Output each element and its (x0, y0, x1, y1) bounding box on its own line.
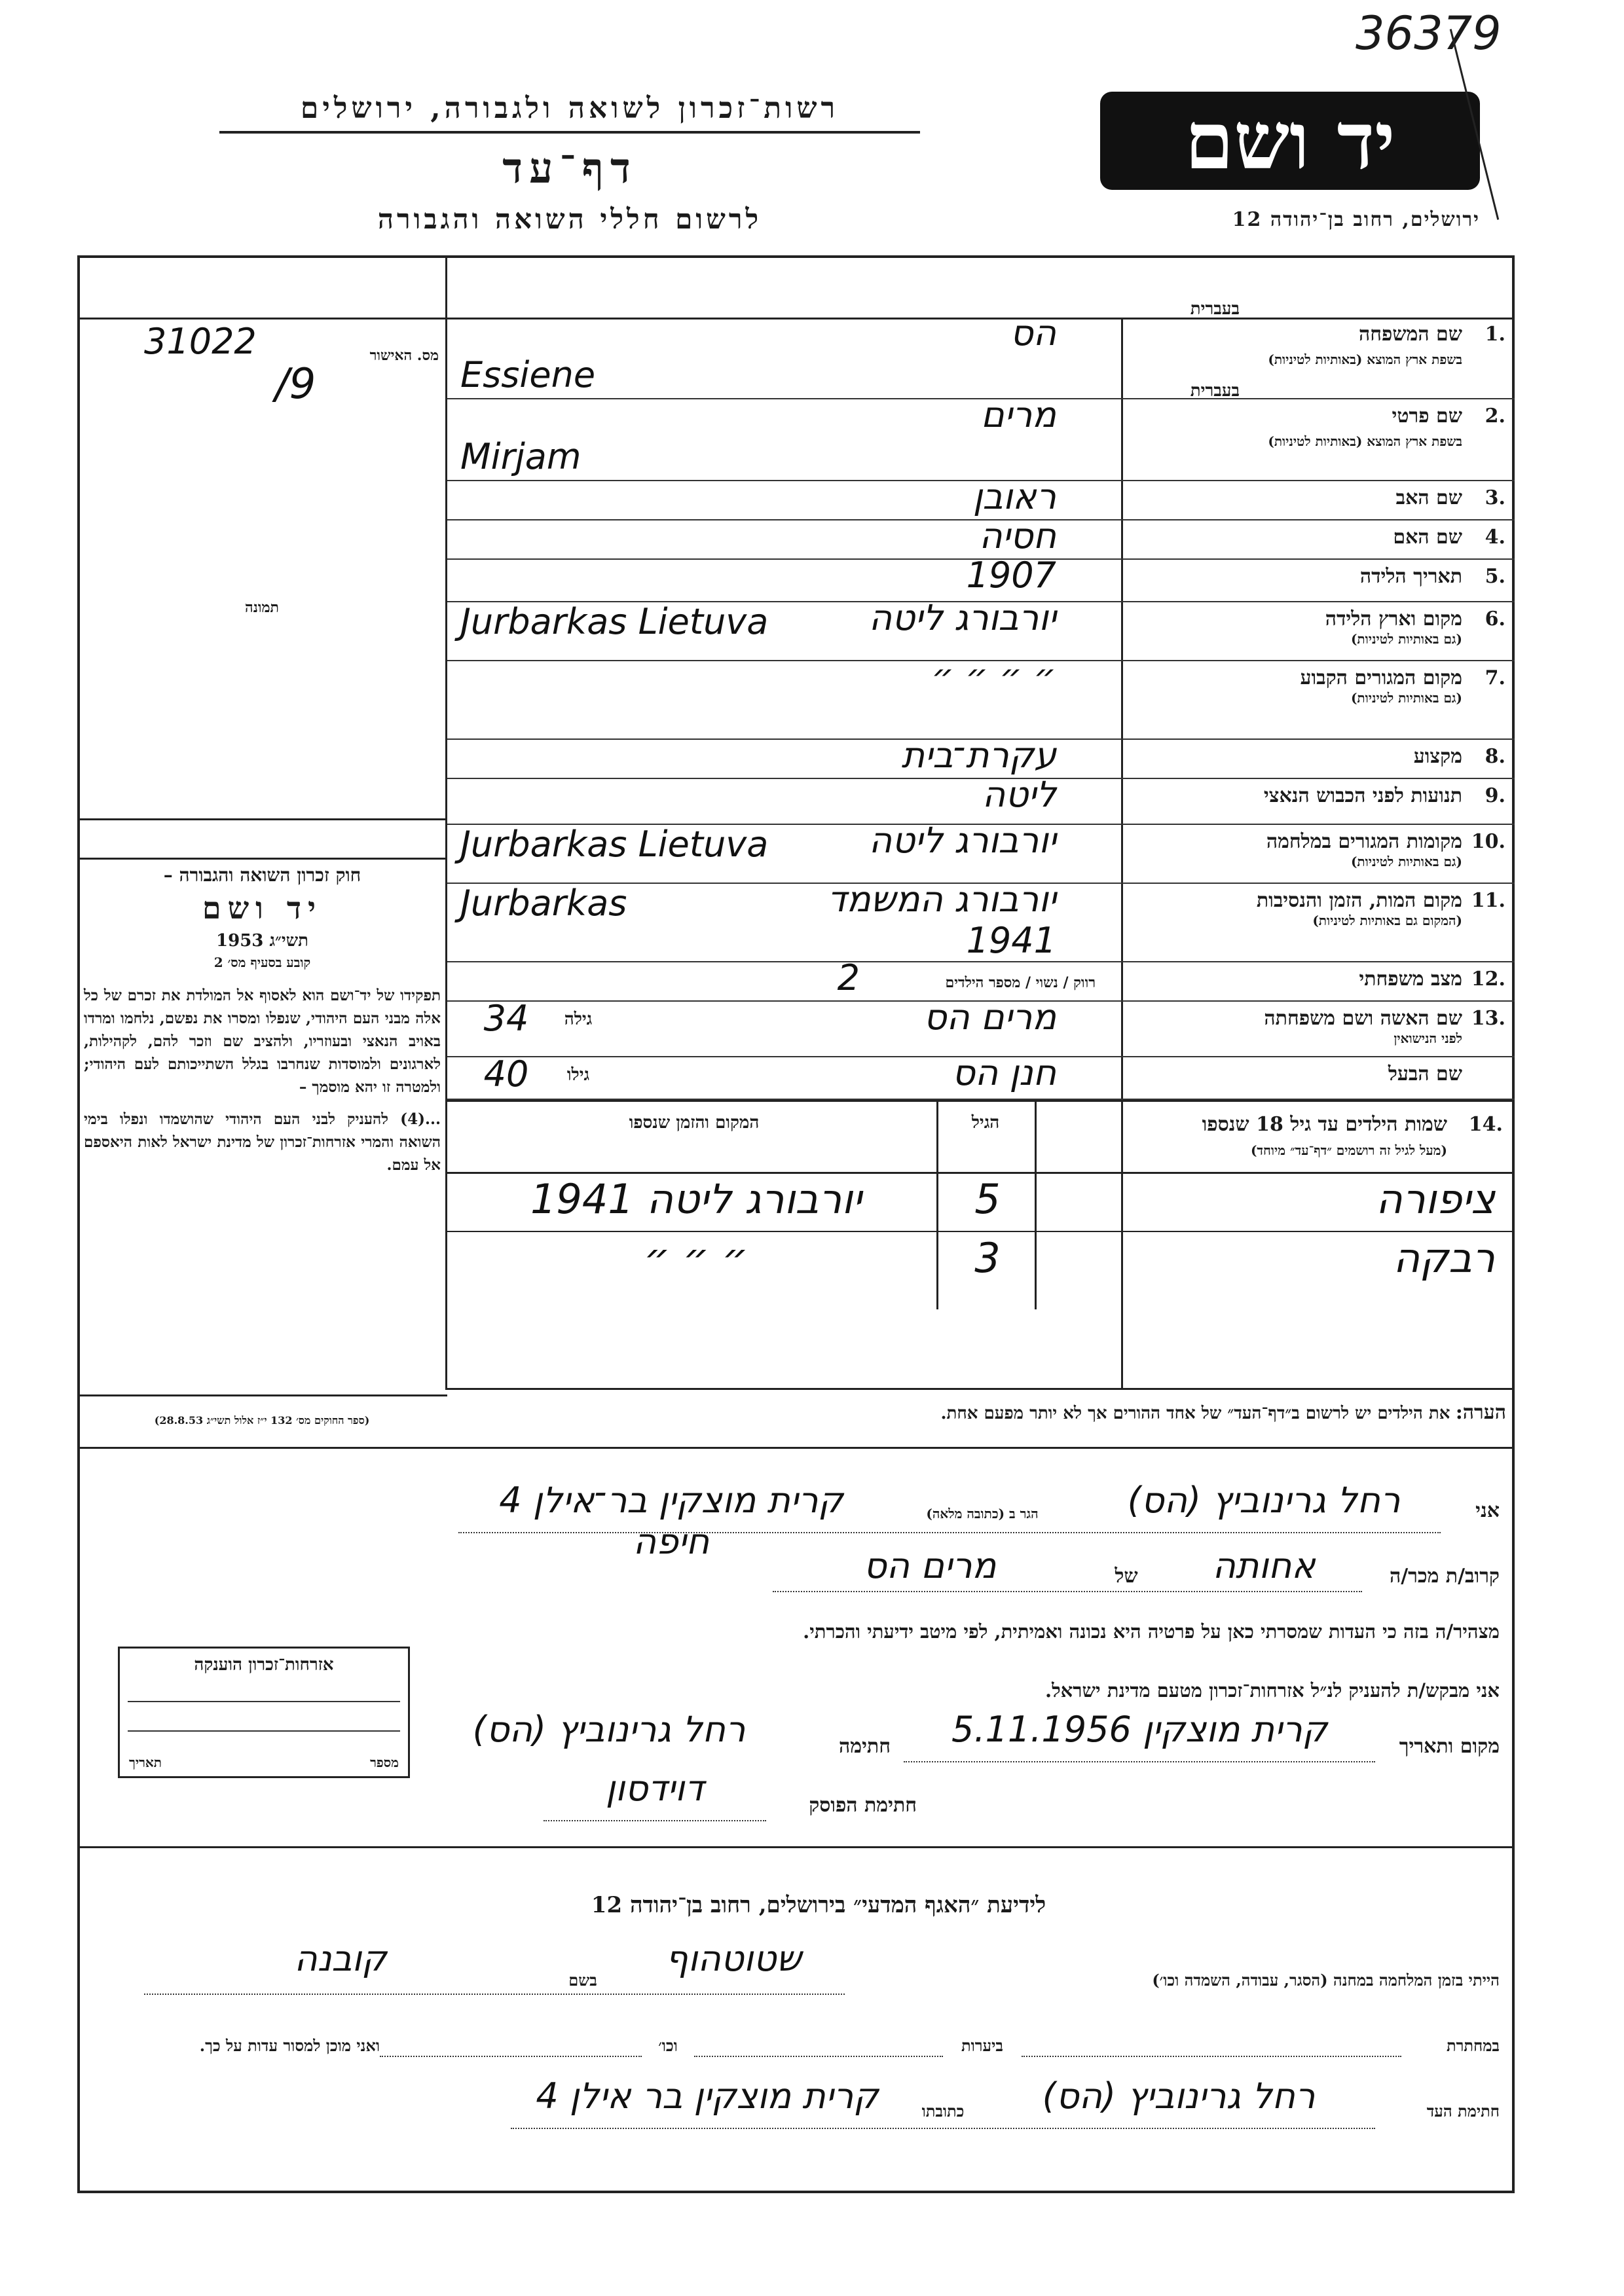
field-row (447, 879, 1515, 962)
forests-line (694, 2056, 943, 2057)
field-label: מקום המגורים הקבוע (1300, 666, 1462, 689)
camp-value: שטוטהוף (665, 1938, 802, 1979)
field-label: מקום המות, הזמן והנסיבות (1256, 889, 1462, 912)
field-sublabel: (גם באותיות לטיניות) (1350, 690, 1462, 706)
note-row (458, 1401, 1506, 1424)
child-place: ״ ״ ״ (644, 1234, 748, 1282)
field-sublabel: בשפת ארץ המוצא (באותיות לטיניות) (1268, 433, 1462, 449)
children-place-header: המקום והזמן שנספו (629, 1113, 760, 1133)
field-note: בעברית (1190, 381, 1240, 401)
field-value: יורבורג המשמד 1941 (827, 879, 1056, 961)
field-number: 1. (1485, 323, 1505, 346)
field-label: תנועות לפני הכבוש הנאצי (1263, 784, 1462, 807)
info-signature: רחל גרינוביץ (הס) (1042, 2075, 1316, 2117)
left-box-divider (77, 858, 447, 860)
verifier-label: חתימת הפוסק (809, 1794, 917, 1817)
field-number: 2. (1485, 405, 1505, 428)
field-row (447, 381, 1515, 481)
request-text: אני מבקש/ת להעניק לנ״ל אזרחות־זכרון מטעם מדינת ישראל. (1045, 1679, 1500, 1702)
ready-text: ואני מוכן למסור עדות על כך. (199, 2036, 380, 2055)
children-header-divider (447, 1172, 1515, 1174)
field-value: ליטה (982, 774, 1056, 815)
field-value: 1907 (966, 555, 1056, 596)
child-row (447, 1175, 1515, 1231)
field-label: שם האב (1395, 486, 1462, 509)
place-date-line (904, 1761, 1375, 1762)
field-label: מקצוע (1413, 745, 1462, 768)
camp-name-value: קובנה (294, 1938, 387, 1979)
children-number: 14. (1468, 1113, 1503, 1136)
field-number: 8. (1485, 745, 1505, 768)
declaration-text: מצהיר/ה בזה כי העדות שמסרתי כאן על פרטיה היא נכונה ואמיתית, לפי מיטב ידיעתי והכרתי. (803, 1620, 1500, 1643)
field-number: 3. (1485, 486, 1505, 509)
age-label: גילה (564, 1010, 593, 1029)
law-text-2: ...(4) להעניק לבני העם היהודי שהושמדו ונפלו בימי השואה והמרי אזרחות־זכרון של מדינת ישראל לאות היאספם אל עמם. (84, 1110, 441, 1174)
field-row (447, 996, 1515, 1057)
etc-label: וכו׳ (658, 2036, 678, 2055)
field-row (447, 957, 1515, 1002)
form-title: דף־עד (502, 144, 637, 193)
partisans-line (1022, 2056, 1401, 2057)
field-number: 11. (1471, 889, 1505, 912)
field-sublabel: בשפת ארץ המוצא (באותיות לטיניות) (1268, 352, 1462, 367)
children-row-divider (447, 1231, 1515, 1232)
field-value: עקרת־בית (901, 735, 1056, 776)
memorial-citizenship-box (118, 1647, 410, 1778)
field-note: בעברית (1190, 299, 1240, 319)
field-label: תאריך הלידה (1359, 565, 1462, 588)
authority-underline (219, 131, 920, 134)
law-text: תפקידו של יד־ושם הוא לאסוף אל המולדת את זכרם של כל אלה מבני העם היהודי, שנפלו ומסרו את נפשם, נלחמו ומרדו באויב הנאצי ובעוזריו, ולהציב שם וזכר להם, לקהילות, לארגונים ולמוסדות שנחרבו בגלל השתייכותם לעם היהודי; ולמטרה זו יהא מוסמך – (84, 987, 441, 1096)
camp-label: הייתי בזמן המלחמה במחנה (הסגר, עבודה, השמדה וכו׳) (1152, 1971, 1500, 1990)
marital-options: רווק / נשוי / מספר הילדים (945, 974, 1096, 991)
children-sublabel: (מעל לגיל זה רושמים ״דף־עד״ מיוחד) (1250, 1142, 1447, 1158)
field-row (447, 656, 1515, 740)
law-source: (ספר החוקים מס׳ 132 י״ז אלול תשי״ג 28.8.53) (154, 1414, 370, 1427)
children-top-divider (447, 1100, 1515, 1102)
field-label: מקומות המגורים במלחמה (1266, 830, 1462, 853)
child-place: יורבורג ליטה 1941 (530, 1175, 862, 1223)
field-value-latin: Jurbarkas Lietuva (460, 601, 769, 642)
relation-value: אחותה (1212, 1545, 1316, 1586)
field-row (447, 597, 1515, 661)
witness-name-value: רחל גרינוביץ (הס) (1127, 1480, 1401, 1521)
age-value: 40 (483, 1053, 529, 1095)
etc-line (380, 2056, 642, 2057)
witness-line-2 (773, 1591, 1362, 1592)
field-label: שם פרטי (1392, 405, 1462, 428)
note-label: הערה: (1455, 1401, 1506, 1424)
witness-address-label: הגר ב (כתובה מלאה) (926, 1506, 1039, 1522)
authority-heading: רשות־זכרון לשואה ולגבורה, ירושלים (300, 92, 840, 125)
field-number: 5. (1485, 565, 1505, 588)
memorial-box-number: מספר (370, 1755, 399, 1770)
field-number: 12. (1471, 968, 1505, 991)
field-value-hebrew: מרים (980, 394, 1056, 435)
field-label: שם הבעל (1388, 1063, 1462, 1085)
law-block (84, 864, 441, 1176)
field-value: ראובן (972, 476, 1056, 517)
law-title: חוק זכרון השואה והגבורה – (163, 864, 361, 886)
memorial-box-title: אזרחות־זכרון הוענקה (194, 1655, 334, 1675)
partisans-label: במחתרת (1446, 2036, 1500, 2055)
info-sig-line (511, 2128, 1375, 2129)
info-top-divider (77, 1846, 1515, 1848)
place-date-label: מקום ותאריך (1399, 1735, 1500, 1758)
field-row (447, 1052, 1515, 1100)
field-row (447, 820, 1515, 884)
camp-name-label: בשם (568, 1971, 597, 1990)
law-year: תשי״ג 1953 (216, 931, 308, 951)
age-value: 34 (483, 998, 529, 1039)
photo-label: תמונה (245, 599, 279, 616)
signature-label: חתימה (839, 1735, 891, 1758)
of-value: מרים הס (863, 1545, 997, 1586)
field-value: חנן הס (951, 1052, 1056, 1093)
field-value: יורבורג ליטה (868, 820, 1056, 861)
field-value: חסיה (979, 515, 1056, 556)
field-number: 4. (1485, 526, 1505, 549)
of-label: של (1115, 1565, 1138, 1588)
law-name: יד ושם (202, 890, 323, 926)
field-number: 7. (1485, 666, 1505, 689)
field-row (447, 515, 1515, 560)
info-heading: לידיעת ״האגף המדעי״ בירושלים, רחוב בן־יהודה 12 (591, 1892, 1046, 1918)
field-row (447, 735, 1515, 779)
witness-signature: רחל גרינוביץ (הס) (472, 1709, 746, 1750)
law-source-divider (77, 1394, 447, 1396)
forests-label: ביערות (961, 2036, 1003, 2055)
field-value-latin: Essiene (460, 354, 596, 395)
field-number: 13. (1471, 1007, 1505, 1030)
child-row (447, 1234, 1515, 1290)
verifier-line (544, 1820, 766, 1821)
note-bottom-divider (77, 1447, 1515, 1449)
place-date-value: קרית מוצקין 5.11.1956 (951, 1709, 1328, 1750)
yad-vashem-logo: יד ושם (1100, 92, 1480, 190)
note-top-divider (445, 1388, 1515, 1390)
field-row (447, 555, 1515, 602)
serial-value: 31022 (144, 321, 257, 362)
age-label: גילו (566, 1065, 590, 1085)
child-name: רבקה (1393, 1234, 1495, 1282)
field-label: מצב משפחתי (1359, 968, 1462, 991)
verifier-signature: דוידסון (605, 1768, 705, 1809)
serial-label: מס. האישור (369, 347, 439, 364)
field-value-latin: Jurbarkas (460, 883, 627, 924)
serial-fraction: /9 (275, 360, 316, 409)
field-sublabel: (המקום גם באותיות לטיניות) (1312, 913, 1462, 928)
field-label: שם המשפחה (1358, 323, 1462, 346)
field-value-latin: Jurbarkas Lietuva (460, 824, 769, 865)
field-value-latin: Mirjam (460, 436, 581, 477)
field-sublabel: (גם באותיות לטיניות) (1350, 854, 1462, 869)
left-photo-divider (77, 818, 447, 820)
field-value-hebrew: הס (1010, 312, 1056, 354)
children-label: שמות הילדים עד גיל 18 שנספו (1202, 1113, 1447, 1136)
field-label: שם האשה ושם משפחתה (1264, 1007, 1462, 1030)
field-row (447, 774, 1515, 825)
law-clause: קובע בסעיף מס׳ 2 (213, 955, 311, 970)
witness-line-1 (458, 1532, 1441, 1533)
info-address-label: כתובתו (921, 2102, 965, 2121)
address-line: ירושלים, רחוב בן־יהודה 12 (1232, 208, 1480, 231)
field-value: 2 (837, 957, 860, 998)
field-row (447, 476, 1515, 520)
field-value: ״ ״ ״ ״ (931, 656, 1056, 697)
field-label: שם האם (1393, 526, 1462, 549)
children-age-header: הגיל (971, 1113, 1000, 1133)
witness-address-value: קרית מוצקין בר־אילן 4 חיפה (499, 1480, 843, 1562)
field-sublabel: (גם באותיות לטיניות) (1350, 631, 1462, 647)
child-age: 5 (974, 1175, 1001, 1223)
field-value: מרים הס (923, 996, 1056, 1038)
child-name: ציפורה (1376, 1175, 1495, 1223)
field-number: 9. (1485, 784, 1505, 807)
field-value: יורבורג ליטה (868, 597, 1056, 638)
field-number: 6. (1485, 608, 1505, 630)
archive-number: 36379 (1356, 7, 1502, 60)
child-age: 3 (974, 1234, 1001, 1282)
camp-line (144, 1994, 845, 1995)
form-subtitle: לרשום חללי השואה והגבורה (377, 203, 762, 235)
note-text: את הילדים יש לרשום ב״דף־העד״ של אחד ההורים אך לא יותר מפעם אחת. (940, 1404, 1450, 1423)
witness-name-label: אני (1475, 1499, 1500, 1522)
field-number: 10. (1471, 830, 1505, 853)
witness-sig-label: חתימת העד (1426, 2102, 1500, 2121)
info-address-value: קרית מוצקין בר אילן 4 (536, 2075, 879, 2117)
field-sublabel: לפני הנישואין (1393, 1030, 1462, 1046)
relation-label: קרוב/ת מכר/ה (1389, 1565, 1500, 1588)
memorial-box-date: תאריך (129, 1755, 162, 1770)
field-label: מקום וארץ הלידה (1325, 608, 1462, 630)
field-row (447, 299, 1515, 399)
